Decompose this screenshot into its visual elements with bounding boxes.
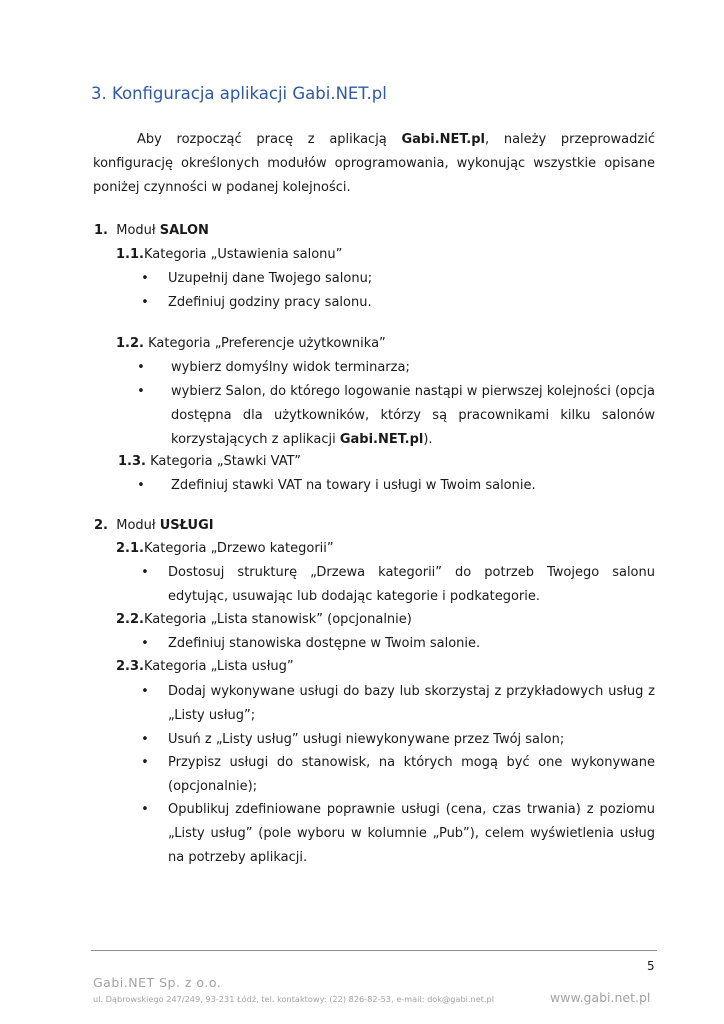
category-title: Kategoria „Ustawienia salonu” bbox=[143, 247, 343, 262]
list-item-app-name: Gabi.NET.pl bbox=[339, 432, 424, 447]
footer-website-link[interactable]: www.gabi.net.pl bbox=[550, 990, 651, 1005]
category-title: Kategoria „Lista stanowisk” (opcjonalnie) bbox=[143, 612, 412, 627]
list-item-text: Dostosuj strukturę „Drzewa kategorii” do potrzeb Twojego salonu edytując, usuwając lub dodając kategorie i podkategorie. bbox=[168, 565, 655, 604]
footer-address: ul. Dąbrowskiego 247/249, 93-231 Łódź, tel. kontaktowy: (22) 826-82-53, e-mail: dok@gabi.net.pl bbox=[93, 994, 495, 1004]
module-name: SALON bbox=[159, 223, 209, 238]
intro-text-end: , należy przeprowadzić konfigurację określonych modułów oprogramowania, wykonując wszystkie opisane poniżej czynności w podanej kolejności. bbox=[93, 132, 655, 195]
bullet-icon: • bbox=[137, 478, 145, 493]
list-item-text: Usuń z „Listy usług” usługi niewykonywane przez Twój salon; bbox=[168, 732, 565, 747]
list-item-text: Przypisz usługi do stanowisk, na których mogą być one wykonywane (opcjonalnie); bbox=[168, 755, 655, 794]
module-number: 1. bbox=[94, 223, 108, 238]
bullet-icon: • bbox=[141, 802, 149, 817]
list-item-text: Zdefiniuj godziny pracy salonu. bbox=[168, 295, 372, 310]
footer-company-name: Gabi.NET Sp. z o.o. bbox=[93, 975, 222, 990]
category-number: 2.2. bbox=[116, 612, 144, 627]
bullet-icon: • bbox=[141, 755, 149, 770]
list-item-text bbox=[171, 380, 655, 452]
intro-app-name: Gabi.NET.pl bbox=[401, 132, 485, 147]
category-number: 1.2. bbox=[116, 336, 144, 351]
category-heading-1-2 bbox=[116, 332, 386, 356]
module-label: Moduł bbox=[116, 223, 160, 238]
module-heading-uslugi bbox=[94, 514, 214, 538]
category-heading-2-3 bbox=[116, 655, 294, 679]
list-item-text-start: wybierz Salon, do którego logowanie nastąpi w pierwszej kolejności (opcja dostępna dla użytkowników, którzy są pracownikami kilku salonów korzystających z aplikacji bbox=[171, 384, 655, 447]
bullet-icon: • bbox=[141, 271, 149, 286]
page-number: 5 bbox=[647, 959, 655, 973]
list-item-text: wybierz domyślny widok terminarza; bbox=[171, 360, 410, 375]
bullet-icon: • bbox=[141, 636, 149, 651]
module-number: 2. bbox=[94, 518, 108, 533]
intro-text-start: Aby rozpocząć pracę z aplikacją bbox=[137, 132, 402, 147]
bullet-icon: • bbox=[141, 684, 149, 699]
list-item-text: Zdefiniuj stanowiska dostępne w Twoim salonie. bbox=[168, 636, 481, 651]
bullet-icon: • bbox=[141, 732, 149, 747]
list-item-text: Zdefiniuj stawki VAT na towary i usługi w Twoim salonie. bbox=[171, 478, 536, 493]
bullet-icon: • bbox=[141, 295, 149, 310]
module-heading-salon bbox=[94, 219, 209, 243]
section-heading: 3. Konfiguracja aplikacji Gabi.NET.pl bbox=[91, 84, 387, 103]
list-item-text: Uzupełnij dane Twojego salonu; bbox=[168, 271, 373, 286]
category-title: Kategoria „Preferencje użytkownika” bbox=[143, 336, 386, 351]
category-title: Kategoria „Drzewo kategorii” bbox=[143, 541, 334, 556]
category-number: 2.3. bbox=[116, 659, 144, 674]
category-number: 2.1. bbox=[116, 541, 144, 556]
category-title: Kategoria „Stawki VAT” bbox=[145, 454, 302, 469]
category-number: 1.3. bbox=[118, 454, 146, 469]
category-heading-2-1 bbox=[116, 537, 334, 561]
intro-paragraph bbox=[93, 128, 655, 200]
category-heading-1-1 bbox=[116, 243, 342, 267]
bullet-icon: • bbox=[137, 384, 145, 399]
footer-divider bbox=[91, 950, 657, 951]
category-heading-1-3 bbox=[118, 450, 301, 474]
list-item-text-end: ). bbox=[423, 432, 433, 447]
list-item-text: Opublikuj zdefiniowane poprawnie usługi (cena, czas trwania) z poziomu „Listy usług” (pole wyboru w kolumnie „Pub”), celem wyświetlenia usług na potrzeby aplikacji. bbox=[168, 802, 655, 865]
list-item-text: Dodaj wykonywane usługi do bazy lub skorzystaj z przykładowych usług z „Listy usług”; bbox=[168, 684, 655, 723]
bullet-icon: • bbox=[141, 565, 149, 580]
module-name: USŁUGI bbox=[159, 518, 214, 533]
module-label: Moduł bbox=[116, 518, 160, 533]
category-title: Kategoria „Lista usług” bbox=[143, 659, 294, 674]
category-heading-2-2 bbox=[116, 608, 412, 632]
bullet-icon: • bbox=[137, 360, 145, 375]
category-number: 1.1. bbox=[116, 247, 144, 262]
